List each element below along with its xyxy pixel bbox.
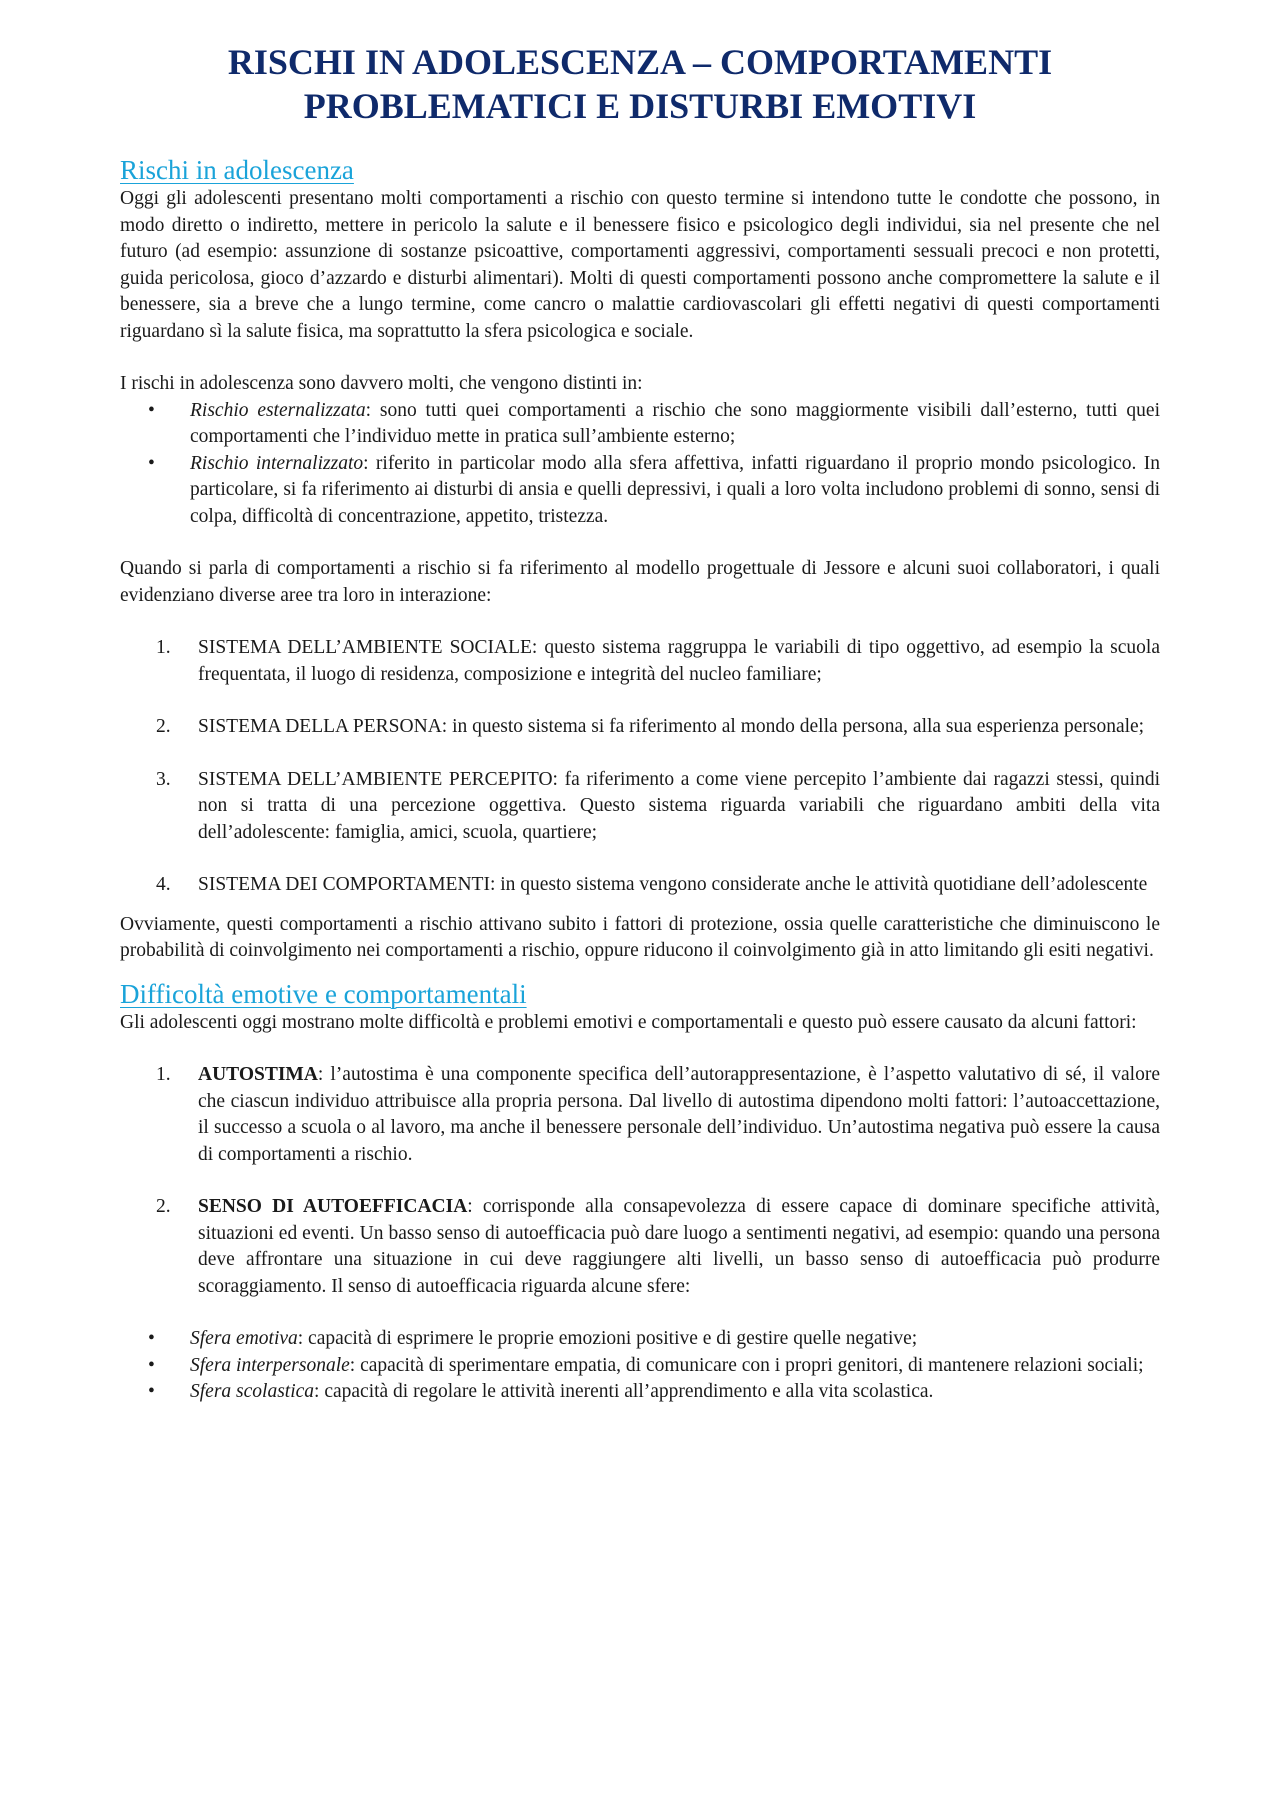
list-item-text: SISTEMA DELL’AMBIENTE SOCIALE: questo sistema raggruppa le variabili di tipo oggettivo, ad esempio la scuola frequentata, il luogo di residenza, composizione e integrità del nucleo familiare; xyxy=(198,637,1160,685)
list-item-term: Sfera interpersonale xyxy=(190,1354,350,1376)
list-item xyxy=(156,872,1160,899)
section2-paragraph-1: Gli adolescenti oggi mostrano molte difficoltà e problemi emotivi e comportamentali e questo può essere causato da alcuni fattori: xyxy=(120,1011,1137,1033)
list-item-text: : riferito in particolar modo alla sfera affettiva, infatti riguardano il proprio mondo psicologico. In particolare, si fa riferimento ai disturbi di ansia e quelli depressivi, i quali a loro volta includono problemi di sonno, sensi di colpa, difficoltà di concentrazione, appetito, tristezza. xyxy=(190,452,1161,527)
list-item xyxy=(190,1379,1160,1406)
section-heading-rischi: Rischi in adolescenza xyxy=(120,155,354,185)
list-item-term: Rischio esternalizzata xyxy=(190,399,366,421)
list-item xyxy=(190,398,1160,451)
jessor-systems-list xyxy=(120,635,1160,899)
section1-paragraph-3: Quando si parla di comportamenti a rischio si fa riferimento al modello progettuale di Jessore e alcuni suoi collaboratori, i quali evidenziano diverse aree tra loro in interazione: xyxy=(120,558,1160,606)
list-item xyxy=(190,451,1160,531)
list-item xyxy=(156,635,1160,688)
list-item xyxy=(156,714,1160,741)
section1-paragraph-1: Oggi gli adolescenti presentano molti comportamenti a rischio con questo termine si intendono tutte le condotte che possono, in modo diretto o indiretto, mettere in pericolo la salute e il benessere fisico e psicologico degli individui, sia nel presente che nel futuro (ad esempio: assunzione di sostanze psicoattive, comportamenti aggressivi, comportamenti sessuali precoci e non protetti, guida pericolosa, gioco d’azzardo e disturbi alimentari). Molti di questi comportamenti possono anche compromettere la salute e il benessere, sia a breve che a lungo termine, come cancro o malattie cardiovascolari gli effetti negativi di questi comportamenti riguardano sì la salute fisica, ma soprattutto la sfera psicologica e sociale. xyxy=(120,188,1160,342)
list-item-text: : capacità di sperimentare empatia, di comunicare con i propri genitori, di mantenere relazioni sociali; xyxy=(349,1354,1144,1376)
list-item-term: Rischio internalizzato xyxy=(190,452,364,474)
list-item xyxy=(156,767,1160,847)
section1-paragraph-4: Ovviamente, questi comportamenti a rischio attivano subito i fattori di protezione, ossia quelle caratteristiche che diminuiscono le probabilità di coinvolgimento nei comportamenti a rischio, oppure riducono il coinvolgimento già in atto limitando gli esiti negativi. xyxy=(120,913,1160,961)
section-heading-difficolta: Difficoltà emotive e comportamentali xyxy=(120,978,527,1009)
list-item xyxy=(190,1326,1160,1353)
list-item xyxy=(156,1062,1160,1168)
list-item-text: SISTEMA DELLA PERSONA: in questo sistema si fa riferimento al mondo della persona, alla sua esperienza personale; xyxy=(198,716,1145,737)
list-item-number: 3. xyxy=(156,768,171,790)
list-item-text: : sono tutti quei comportamenti a rischio che sono maggiormente visibili dall’esterno, tutti quei comportamenti che l’individuo mette in pratica sull’ambiente esterno; xyxy=(190,399,1160,447)
list-item xyxy=(156,1194,1160,1300)
list-item-text: : capacità di regolare le attività inerenti all’apprendimento e alla vita scolastica. xyxy=(314,1381,934,1402)
list-item-term: Sfera emotiva xyxy=(190,1328,298,1349)
title-line-2: PROBLEMATICI E DISTURBI EMOTIVI xyxy=(303,86,977,126)
list-item-text: SISTEMA DEI COMPORTAMENTI: in questo sistema vengono considerate anche le attività quotidiane dell’adolescente xyxy=(198,874,1148,895)
self-efficacy-spheres-list xyxy=(120,1326,1160,1406)
list-item-text: : corrisponde alla consapevolezza di essere capace di dominare specifiche attività, situazioni ed eventi. Un basso senso di autoefficacia può dare luogo a sentimenti negativi, ad esempio: quando una persona deve affrontare una situazione in cui deve raggiungere alti livelli, un basso senso di autoefficacia può produrre scoraggiamento. Il senso di autoefficacia riguarda alcune sfere: xyxy=(198,1196,1160,1297)
title-line-1: RISCHI IN ADOLESCENZA – COMPORTAMENTI xyxy=(227,42,1053,82)
list-item-text: SISTEMA DELL’AMBIENTE PERCEPITO: fa riferimento a come viene percepito l’ambiente dai ragazzi stessi, quindi non si tratta di una percezione oggettiva. Questo sistema riguarda variabili che riguardano ambiti della vita dell’adolescente: famiglia, amici, scuola, quartiere; xyxy=(198,768,1160,843)
list-item-term: SENSO DI AUTOEFFICACIA xyxy=(198,1196,468,1217)
section1-paragraph-2: I rischi in adolescenza sono davvero molti, che vengono distinti in: xyxy=(120,373,643,394)
list-item-text: : l’autostima è una componente specifica dell’autorappresentazione, è l’aspetto valutativo di sé, il valore che ciascun individuo attribuisce alla propria persona. Dal livello di autostima dipendono molti fattori: l’autoaccettazione, il successo a scuola o al lavoro, ma anche il benessere personale dell’individuo. Un’autostima negativa può essere la causa di comportamenti a rischio. xyxy=(198,1064,1160,1165)
emotional-factors-list xyxy=(120,1062,1160,1300)
list-item-number: 4. xyxy=(156,874,171,895)
list-item xyxy=(190,1353,1160,1380)
list-item-term: Sfera scolastica xyxy=(190,1381,315,1402)
list-item-term: AUTOSTIMA xyxy=(198,1064,318,1085)
document-title xyxy=(120,40,1160,128)
list-item-number: 1. xyxy=(156,1064,171,1085)
list-item-text: : capacità di esprimere le proprie emozioni positive e di gestire quelle negative; xyxy=(297,1328,918,1349)
list-item-number: 1. xyxy=(156,637,171,658)
list-item-number: 2. xyxy=(156,1196,171,1217)
risk-types-list xyxy=(120,398,1160,531)
list-item-number: 2. xyxy=(156,716,171,737)
